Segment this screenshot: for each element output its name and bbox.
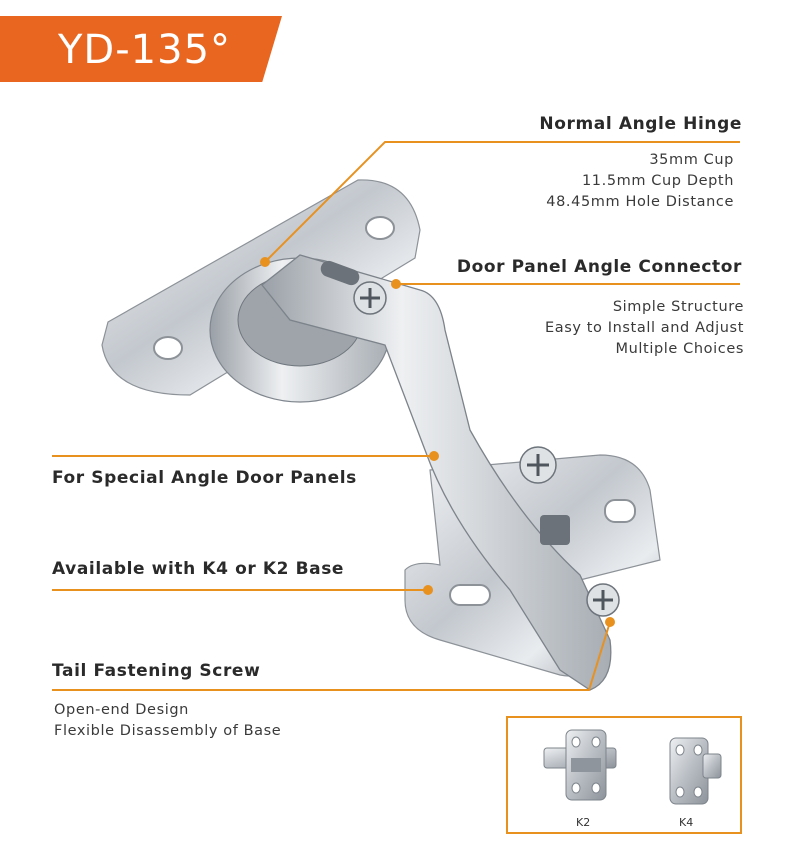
detail-line: Multiple Choices [615, 341, 744, 357]
detail-line: Easy to Install and Adjust [544, 320, 744, 336]
feature-details-door-panel-angle-connector [545, 297, 744, 360]
base-images [508, 718, 740, 832]
feature-heading-special-angle-door-panels: For Special Angle Door Panels [52, 468, 357, 488]
detail-line: 11.5mm Cup Depth [581, 173, 734, 189]
detail-line: Open-end Design [54, 702, 189, 718]
product-title: YD-135° [58, 27, 232, 73]
feature-heading-tail-fastening-screw: Tail Fastening Screw [52, 661, 261, 681]
k4-label: K4 [679, 816, 694, 829]
feature-heading-door-panel-angle-connector: Door Panel Angle Connector [456, 257, 742, 277]
screw-icon [354, 282, 386, 314]
k4-base-image [670, 738, 721, 804]
detail-line: 48.45mm Hole Distance [546, 194, 734, 210]
feature-heading-k4-k2-base: Available with K4 or K2 Base [52, 559, 345, 579]
feature-heading-normal-angle-hinge: Normal Angle Hinge [539, 114, 742, 134]
k2-base-image [544, 730, 616, 800]
detail-line: 35mm Cup [649, 152, 734, 168]
detail-line: Flexible Disassembly of Base [54, 723, 282, 739]
base-options-box [506, 716, 742, 834]
feature-details-tail-fastening-screw [54, 700, 281, 742]
k2-label: K2 [576, 816, 591, 829]
detail-line: Simple Structure [612, 299, 744, 315]
feature-details-normal-angle-hinge [546, 150, 734, 213]
